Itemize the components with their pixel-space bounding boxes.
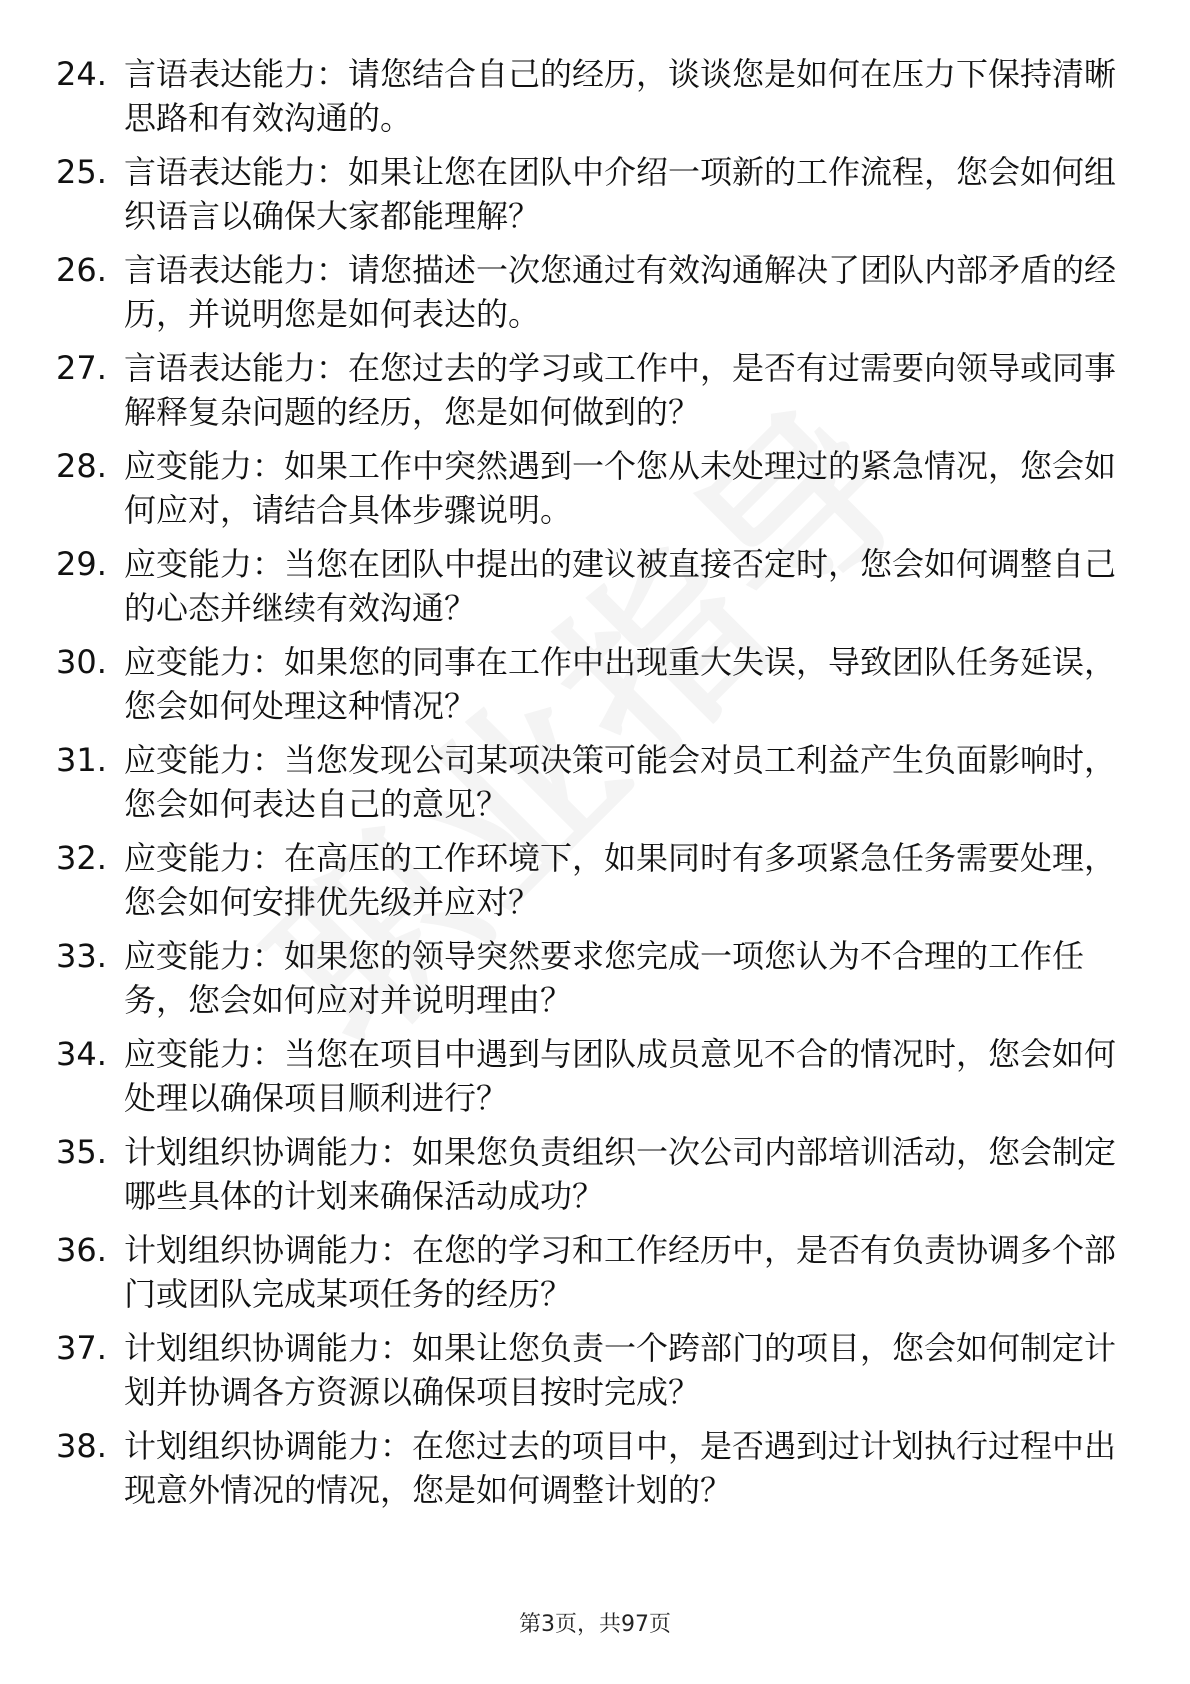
question-number: 35. — [56, 1133, 107, 1171]
question-number: 34. — [56, 1035, 107, 1073]
page-footer — [0, 1610, 1190, 1640]
question-number: 29. — [56, 545, 107, 583]
question-text: 应变能力：当您在团队中提出的建议被直接否定时，您会如何调整自己的心态并继续有效沟通？ — [124, 545, 1117, 627]
page-number: 第3页，共97页 — [519, 1612, 671, 1637]
question-item — [56, 1326, 1116, 1424]
question-item — [56, 248, 1116, 346]
question-text: 应变能力：当您发现公司某项决策可能会对员工利益产生负面影响时，您会如何表达自己的意见？ — [124, 741, 1117, 823]
question-text: 言语表达能力：请您结合自己的经历，谈谈您是如何在压力下保持清晰思路和有效沟通的。 — [124, 55, 1117, 137]
question-item — [56, 444, 1116, 542]
question-item — [56, 346, 1116, 444]
question-text: 应变能力：如果您的领导突然要求您完成一项您认为不合理的工作任务，您会如何应对并说明理由？ — [124, 937, 1085, 1019]
question-item — [56, 640, 1116, 738]
question-number: 30. — [56, 643, 107, 681]
question-text: 计划组织协调能力：如果您负责组织一次公司内部培训活动，您会制定哪些具体的计划来确保活动成功？ — [124, 1133, 1117, 1215]
question-text: 计划组织协调能力：在您过去的项目中，是否遇到过计划执行过程中出现意外情况的情况，您是如何调整计划的？ — [124, 1427, 1117, 1509]
question-number: 26. — [56, 251, 107, 289]
question-number: 27. — [56, 349, 107, 387]
question-text: 言语表达能力：在您过去的学习或工作中，是否有过需要向领导或同事解释复杂问题的经历，您是如何做到的？ — [124, 349, 1117, 431]
question-item — [56, 1424, 1116, 1522]
question-number: 32. — [56, 839, 107, 877]
question-text: 计划组织协调能力：在您的学习和工作经历中，是否有负责协调多个部门或团队完成某项任务的经历？ — [124, 1231, 1117, 1313]
question-item — [56, 1130, 1116, 1228]
question-number: 28. — [56, 447, 107, 485]
question-text: 应变能力：在高压的工作环境下，如果同时有多项紧急任务需要处理，您会如何安排优先级并应对？ — [124, 839, 1117, 921]
question-item — [56, 836, 1116, 934]
question-number: 38. — [56, 1427, 107, 1465]
question-text: 应变能力：如果您的同事在工作中出现重大失误，导致团队任务延误，您会如何处理这种情况？ — [124, 643, 1117, 725]
question-number: 31. — [56, 741, 107, 779]
question-number: 25. — [56, 153, 107, 191]
question-text: 应变能力：如果工作中突然遇到一个您从未处理过的紧急情况，您会如何应对，请结合具体步骤说明。 — [124, 447, 1117, 529]
question-number: 37. — [56, 1329, 107, 1367]
question-number: 24. — [56, 55, 107, 93]
question-text: 计划组织协调能力：如果让您负责一个跨部门的项目，您会如何制定计划并协调各方资源以确保项目按时完成？ — [124, 1329, 1117, 1411]
question-item — [56, 1228, 1116, 1326]
question-item — [56, 52, 1116, 150]
question-number: 33. — [56, 937, 107, 975]
question-list — [56, 52, 1116, 1522]
question-item — [56, 1032, 1116, 1130]
question-item — [56, 542, 1116, 640]
question-item — [56, 934, 1116, 1032]
question-number: 36. — [56, 1231, 107, 1269]
question-text: 言语表达能力：如果让您在团队中介绍一项新的工作流程，您会如何组织语言以确保大家都能理解？ — [124, 153, 1117, 235]
question-text: 应变能力：当您在项目中遇到与团队成员意见不合的情况时，您会如何处理以确保项目顺利进行？ — [124, 1035, 1117, 1117]
question-item — [56, 150, 1116, 248]
question-item — [56, 738, 1116, 836]
question-text: 言语表达能力：请您描述一次您通过有效沟通解决了团队内部矛盾的经历，并说明您是如何表达的。 — [124, 251, 1117, 333]
